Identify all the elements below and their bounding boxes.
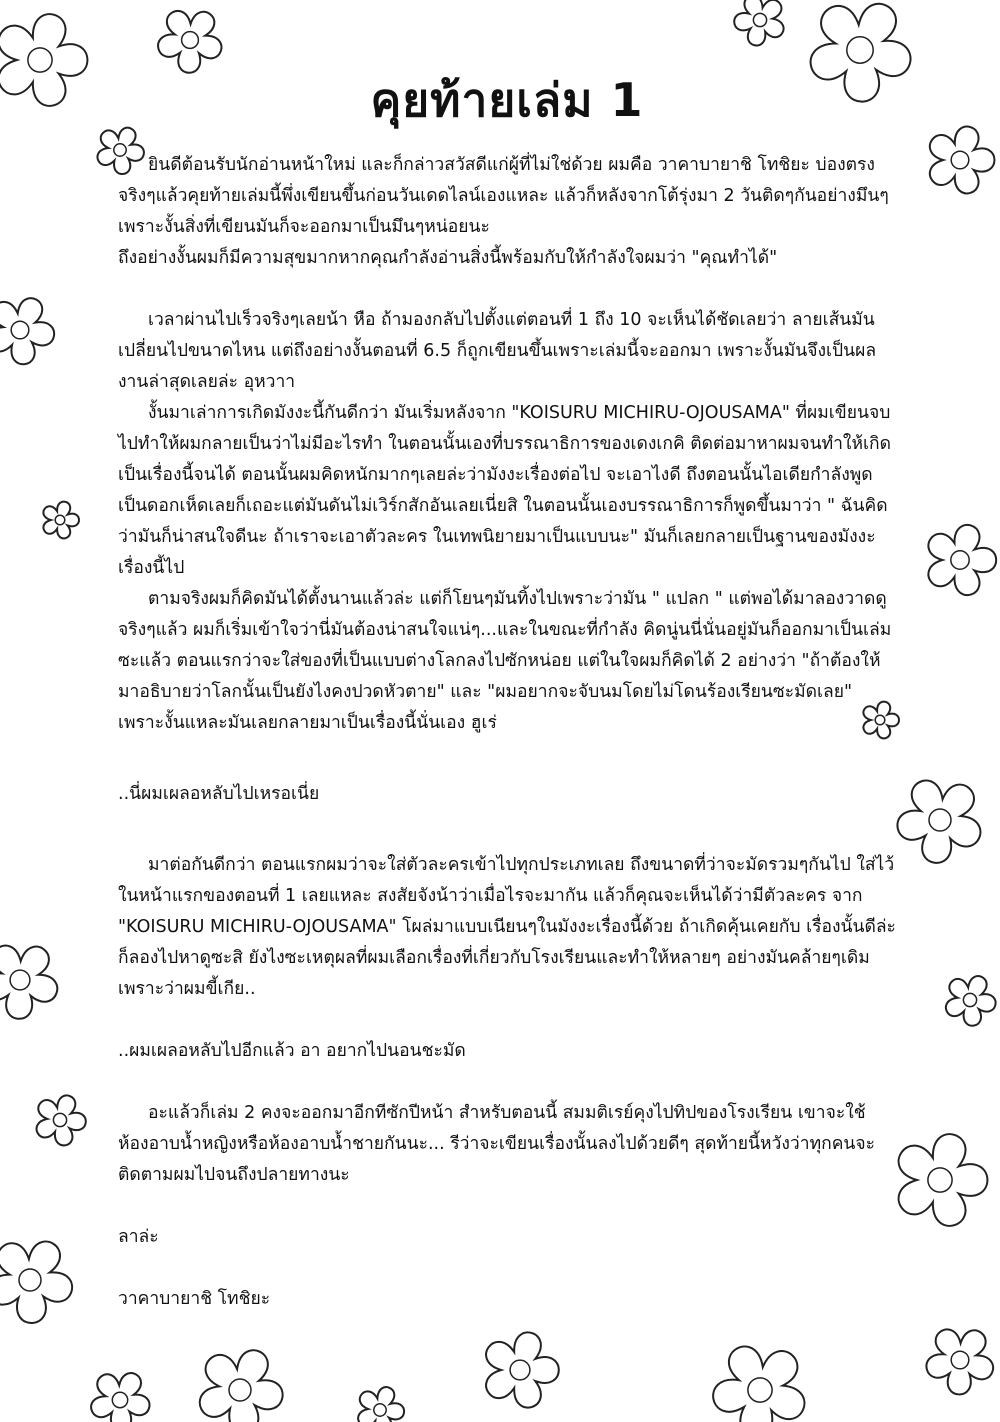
flower-icon — [930, 127, 995, 194]
flower-icon — [37, 1095, 86, 1145]
flower-icon — [897, 780, 980, 862]
flower-icon — [713, 1346, 804, 1422]
flower-icon — [946, 976, 996, 1026]
paragraph-fell-asleep: ..นี่ผมเผลอหลับไปเหรอเนี่ย — [118, 784, 320, 804]
paragraph-time-passes: เวลาผ่านไปเร็วจริงๆเลยน้า หือ ถ้ามองกลับไปตั้งแต่ตอนที่ 1 ถึง 10 จะเห็นได้ชัดเลยว่า ลายเส้นมันเปลี่ยนไปขนาดไหน แต่ถึงอย่างงั้นตอนที่ 6.5 ก็ถูกเขียนขึ้นเพราะเล่มนี้จะออกมา เพราะงั้นมันจึงเป็นผลงานล่าสุดเลยล่ะ อุหวาา — [118, 310, 877, 392]
flower-icon — [899, 1134, 988, 1226]
paragraph-encouragement: ถึงอย่างงั้นผมก็มีความสุขมากหากคุณกำลังอ่านสิ่งนี้พร้อมกับให้กำลังใจผมว่า "คุณทำได้" — [118, 248, 778, 268]
flower-icon — [926, 1329, 993, 1394]
flower-icon — [486, 1332, 559, 1407]
flower-icon — [43, 502, 79, 539]
closing-line: ลาล่ะ — [118, 1227, 159, 1247]
paragraph-welcome: ยินดีต้อนรับนักอ่านหน้าใหม่ และก็กล่าวสวัสดีแก่ผู้ที่ไม่ใช่ด้วย ผมคือ วาคาบายาชิ โทชิยะ บ่องตรงจริงๆแล้วคุยท้ายเล่มนี้พึ่งเขียนขึ้นก่อนวันเดดไลน์เองแหละ แล้วก็หลังจากโต้รุ่งมา 2 วันติดๆกันอย่างมึนๆ เพราะงั้นสิ่งที่เขียนมันก็จะออกมาเป็นมึนๆหน่อยนะ — [118, 155, 889, 237]
author-signature: วาคาบายาชิ โทชิยะ — [118, 1289, 271, 1309]
flower-icon — [91, 1373, 149, 1422]
flower-icon — [734, 0, 783, 45]
page-title: คุยท้ายเล่ม 1 — [370, 73, 644, 127]
flower-icon — [0, 1242, 72, 1324]
paragraph-volume-two: อะแล้วก็เล่ม 2 คงจะออกมาอีกทีซักปีหน้า สำหรับตอนนี้ สมมติเรย์คุงไปทิปของโรงเรียน เขาจะใช้ห้องอาบน้ำหญิงหรือห้องอาบน้ำชายกันนะ... รีว่าจะเขียนเรื่องนั้นลงไปด้วยดีๆ สุดท้ายนี้หวังว่าทุกคนจะติดตามผมไปจนถึงปลายทางนะ — [118, 1103, 876, 1185]
afterword-body — [118, 150, 896, 1315]
flower-icon — [358, 1387, 404, 1422]
paragraph-origin: งั้นมาเล่าการเกิดมังงะนี้กันดีกว่า มันเริ่มหลังจาก "KOISURU MICHIRU-OJOUSAMA" ที่ผมเขียนจบไปทำให้ผมกลายเป็นว่าไม่มีอะไรทำ ในตอนนั้นเองที่บรรณาธิการของเดงเกคิ ติดต่อมาหาผมจนทำให้เกิดเป็นเรื่องนี้จนได้ ตอนนั้นผมคิดหนักมากๆเลยล่ะว่ามังงะเรื่องต่อไป จะเอาไงดี ถึงตอนนั้นไอเดียกำลังพูดเป็นดอกเห็ดเลยก็เถอะแต่มันดันไม่เวิร์กสักอันเลยเนี่ยสิ ในตอนนั้นเองบรรณาธิการก็พูดขึ้นมาว่า " ฉันคิดว่ามันก็น่าสนใจดีนะ ถ้าเราจะเอาตัวละคร ในเทพนิยายมาเป็นแบบนะ" มันก็เลยกลายเป็นฐานของมังงะเรื่องนี้ไป — [118, 403, 891, 578]
paragraph-characters: มาต่อกันดีกว่า ตอนแรกผมว่าจะใส่ตัวละครเข้าไปทุกประเภทเลย ถึงขนาดที่ว่าจะมัดรวมๆกันไป ใส่ไว้ในหน้าแรกของตอนที่ 1 เลยแหละ สงสัยจังน้าว่าเมื่อไรจะมากัน แล้วก็คุณจะเห็นได้ว่ามีตัวละคร จาก "KOISURU MICHIRU-OJOUSAMA" โผล่มาแบบเนียนๆในมังงะเรื่องนี้ด้วย ถ้าเกิดคุ้นเคยกับ เรื่องนั้นดีล่ะก็ลองไปหาดูซะสิ ยังไงซะเหตุผลที่ผมเลือกเรื่องที่เกี่ยวกับโรงเรียนและทำให้หลายๆ อย่างมันคล้ายๆเดิมเพราะว่าผมขี้เกีย.. — [118, 855, 896, 999]
flower-icon — [0, 946, 57, 1019]
flower-icon — [928, 525, 996, 595]
flower-icon — [0, 14, 87, 106]
afterword-page — [118, 70, 896, 1315]
flower-icon — [200, 1350, 283, 1422]
paragraph-fell-asleep-again: ..ผมเผลอหลับไปอีกแล้ว อา อยากไปนอนชะมัด — [118, 1041, 466, 1061]
flower-icon — [0, 298, 54, 364]
flower-icon — [158, 11, 221, 73]
paragraph-idea: ตามจริงผมก็คิดมันได้ตั้งนานแล้วล่ะ แต่ก็โยนๆมันทิ้งไปเพราะว่ามัน " แปลก " แต่พอได้มาลองวาดดูจริงๆแล้ว ผมก็เริ่มเข้าใจว่านี่มันต้องน่าสนใจแน่ๆ...และในขณะที่กำลัง คิดนู่นนี่นั่นอยู่มันก็ออกมาเป็นเล่มซะแล้ว ตอนแรกว่าจะใส่ของที่เป็นแบบต่างโลกลงไปซักหน่อย แต่ในใจผมก็คิดได้ 2 อย่างว่า "ถ้าต้องให้มาอธิบายว่าโลกนั้นเป็นยังไงคงปวดหัวตาย" และ "ผมอยากจะจับนมโดยไม่โดนร้องเรียนซะมัดเลย" เพราะงั้นแหละมันเลยกลายมาเป็นเรื่องนี้นั่นเอง ฮูเร่ — [118, 589, 892, 733]
